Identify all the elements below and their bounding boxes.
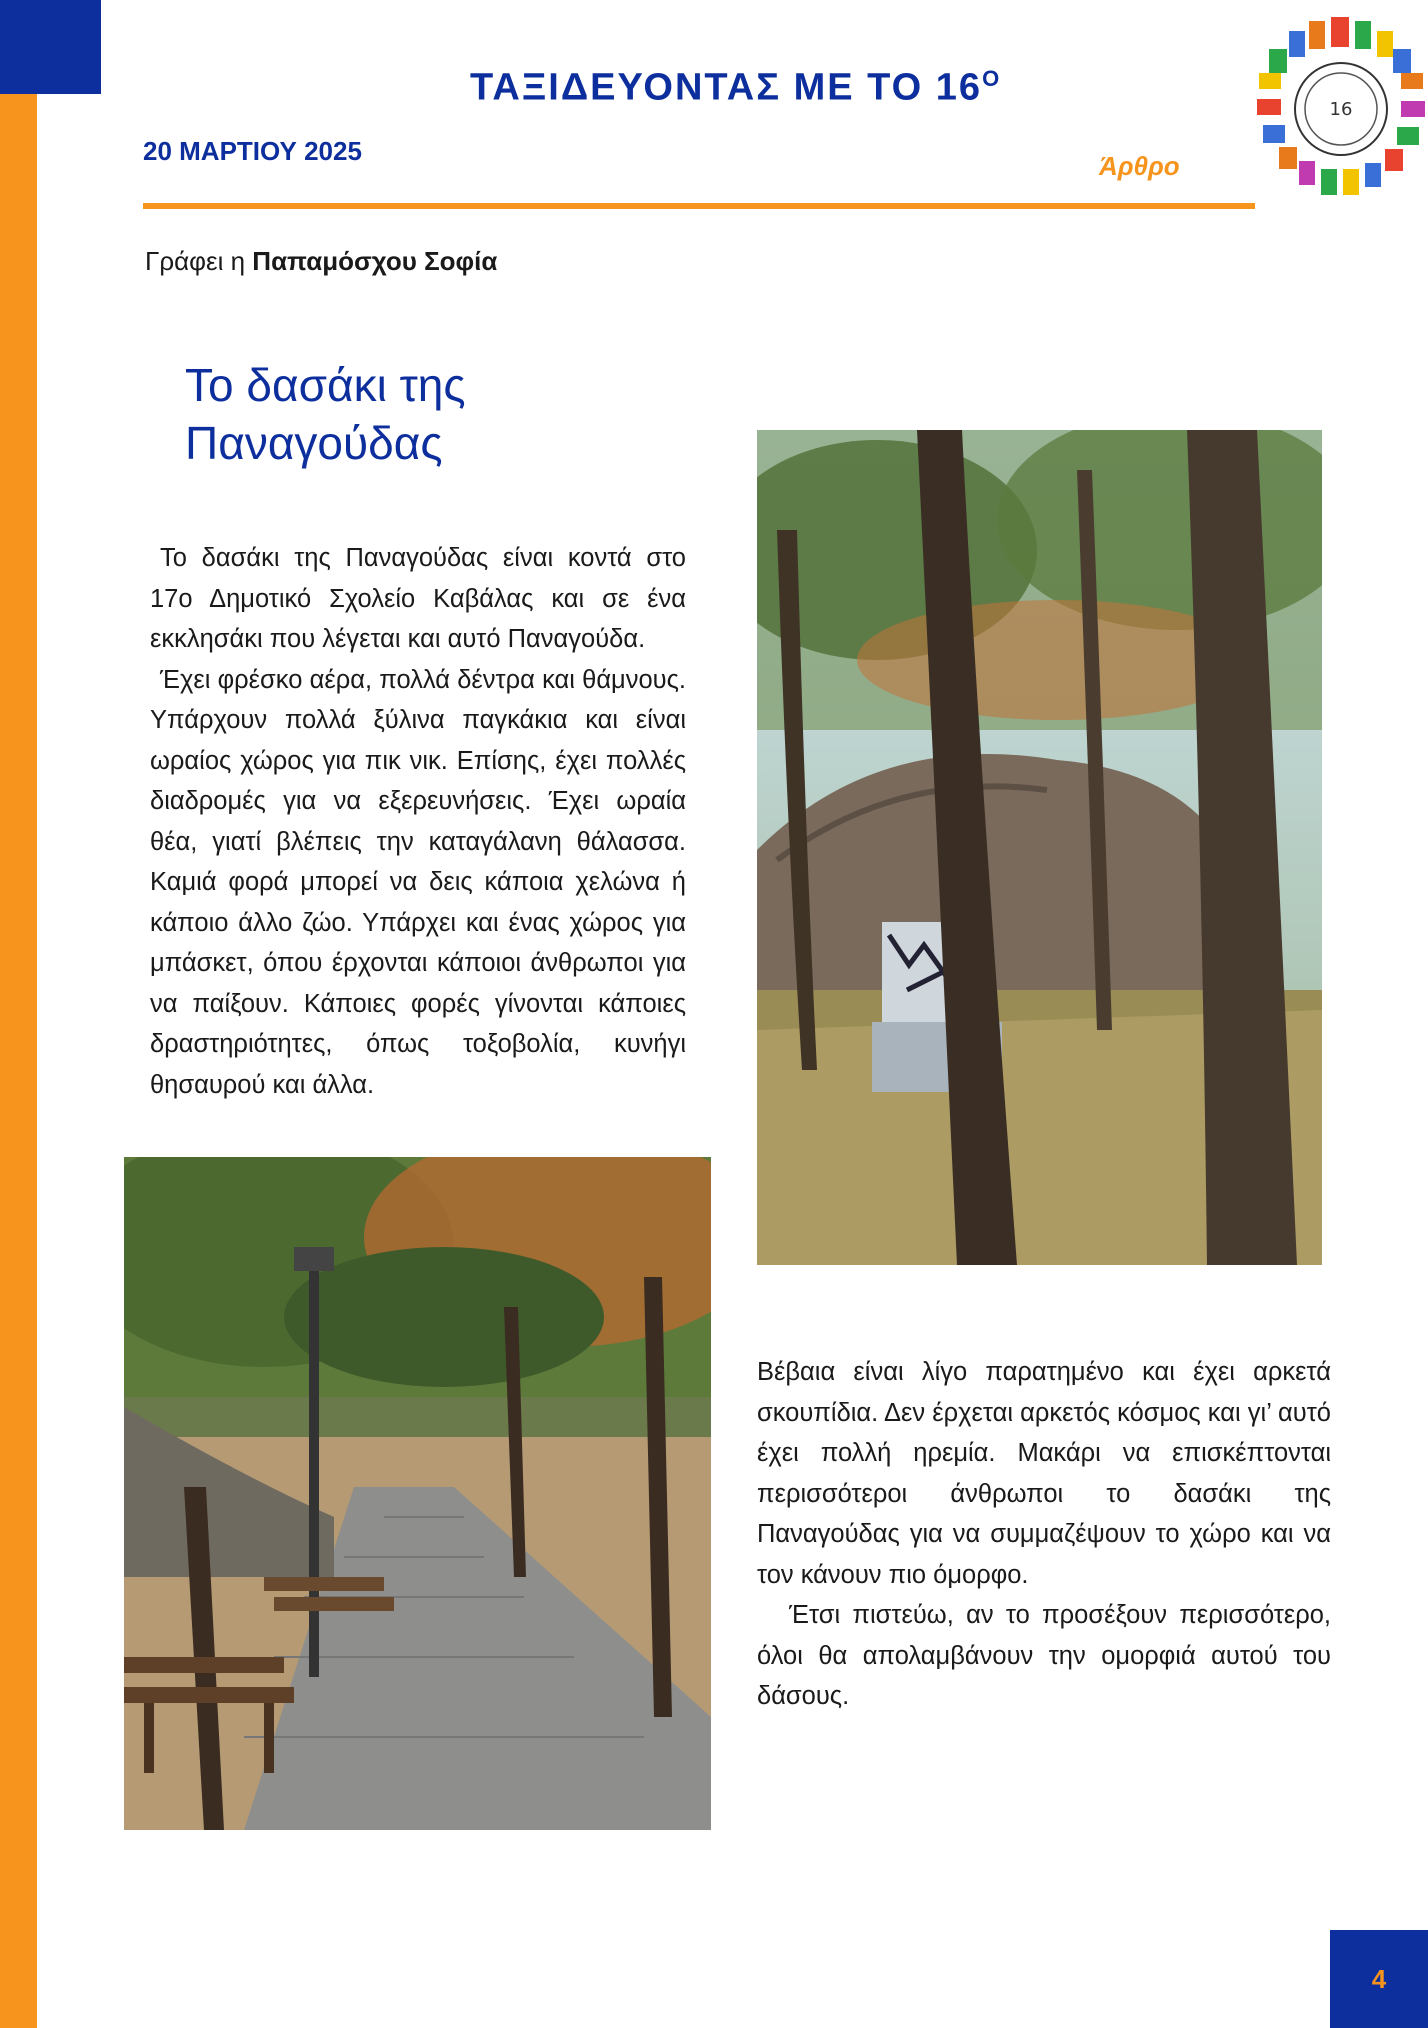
article-title: Το δασάκι της Παναγούδας — [185, 359, 466, 469]
byline: Γράφει η Παπαμόσχου Σοφία — [145, 246, 498, 276]
svg-text:16: 16 — [1329, 99, 1353, 120]
corner-accent-block — [0, 0, 101, 94]
section-category: Άρθρο — [1099, 151, 1180, 181]
newsletter-title: ΤΑΞΙΔΕΥΟΝΤΑΣ ΜΕ ΤΟ $16^O$ — [470, 66, 1002, 109]
side-accent-bar — [0, 94, 37, 2028]
article-body-right — [757, 1352, 1331, 1717]
article-body-left — [150, 538, 686, 1105]
paragraph-4: Έτσι πιστεύω, αν το προσέξουν περισσότερο, όλοι θα απολαμβάνουν την ομορφιά αυτού του δάσους. — [757, 1601, 1331, 1710]
author-name: Παπαμόσχου Σοφία — [252, 246, 498, 276]
forest-rock-photo — [757, 430, 1322, 1265]
issue-date: 20 ΜΑΡΤΙΟΥ 2025 — [143, 136, 362, 166]
paragraph-3: Βέβαια είναι λίγο παρατημένο και έχει αρκετά σκουπίδια. Δεν έρχεται αρκετός κόσμος και γι’ αυτό έχει πολλή ηρεμία. Μακάρι να επισκέπτονται περισσότεροι άνθρωποι το δασάκι της Παναγούδας για να συμμαζέψουν το χώρο και να τον κάνουν πιο όμορφο. — [757, 1358, 1331, 1589]
forest-path-photo — [124, 1157, 711, 1830]
page-number: 4 — [1330, 1930, 1428, 2028]
paragraph-1: Το δασάκι της Παναγούδας είναι κοντά στο 17ο Δημοτικό Σχολείο Καβάλας και σε ένα εκκλησάκι που λέγεται και αυτό Παναγούδα. — [150, 544, 686, 653]
header-divider — [143, 203, 1255, 209]
paragraph-2: Έχει φρέσκο αέρα, πολλά δέντρα και θάμνους. Υπάρχουν πολλά ξύλινα παγκάκια και είναι ωραίος χώρος για πικ νικ. Επίσης, έχει πολλές διαδρομές για να εξερευνήσεις. Έχει ωραία θέα, γιατί βλέπεις την καταγάλανη θάλασσα. Καμιά φορά μπορεί να δεις κάποια χελώνα ή κάποιο άλλο ζώο. Υπάρχει και ένας χώρος για μπάσκετ, όπου έρχονται κάποιοι άνθρωποι για να παίξουν. Κάποιες φορές γίνονται κάποιες δραστηριότητες, όπως τοξοβολία, κυνήγι θησαυρού και άλλα. — [150, 665, 686, 1099]
school-logo — [1256, 14, 1426, 214]
